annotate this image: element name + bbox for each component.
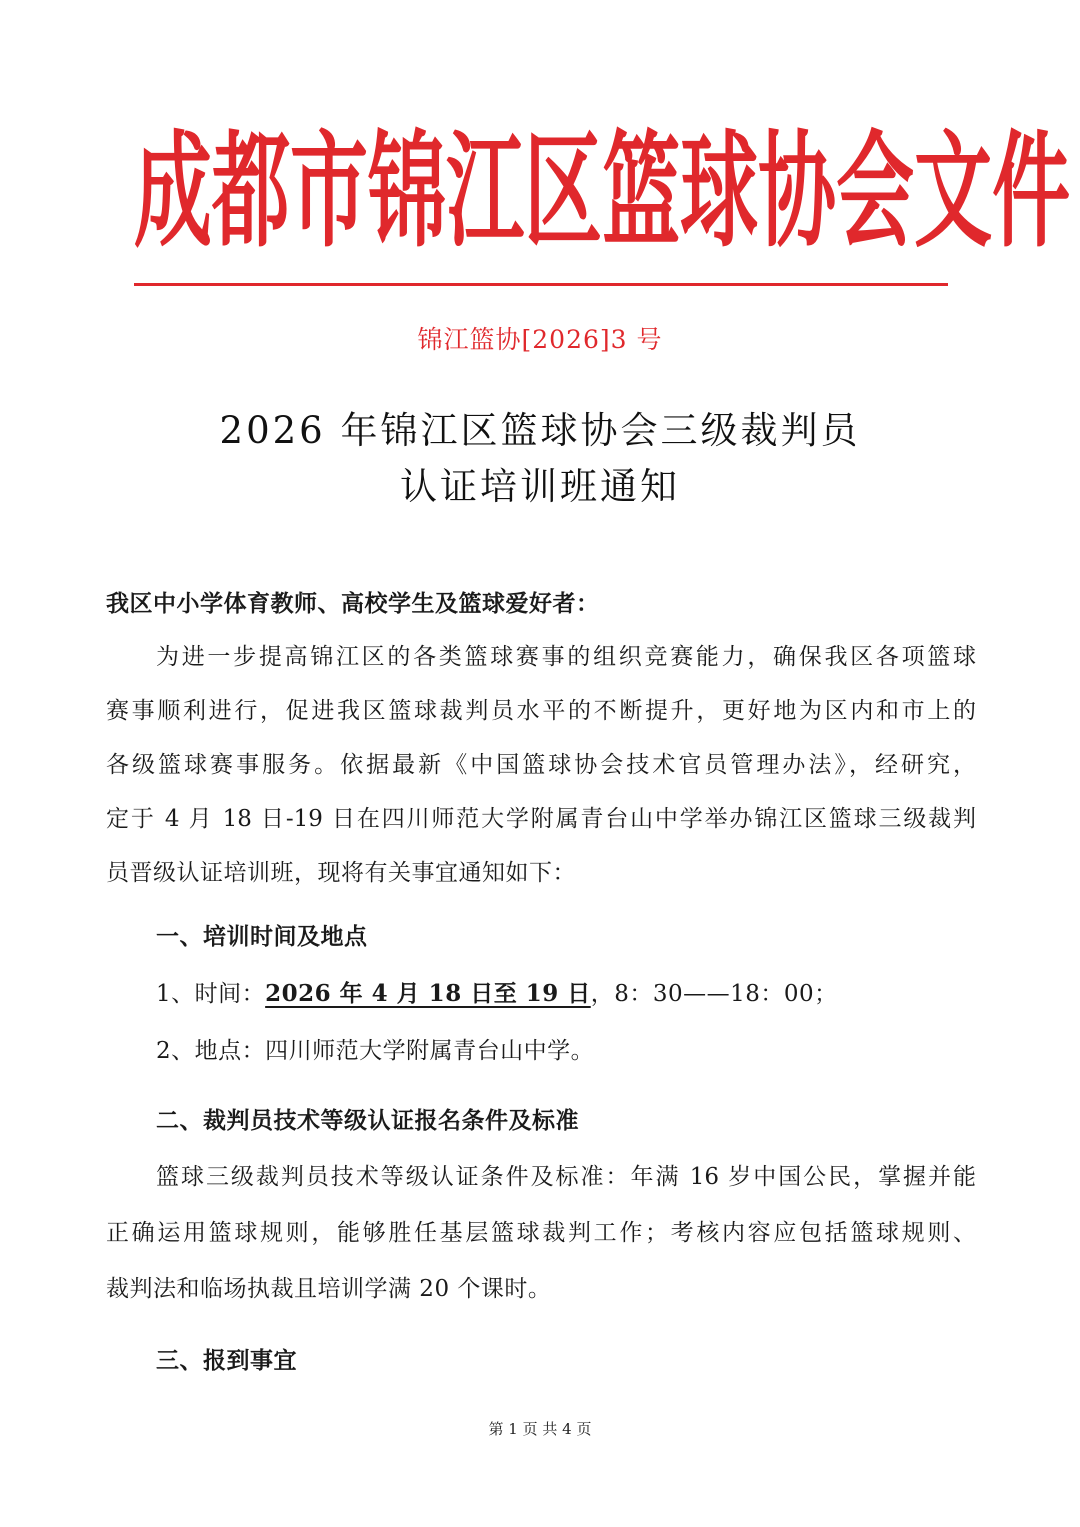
masthead-char: 会 [836,121,915,265]
criteria-line: 篮球三级裁判员技术等级认证条件及标准：年满 16 岁中国公民，掌握并能 [156,1164,976,1190]
notice-title-line-2: 认证培训班通知 [400,465,680,508]
section-heading-2: 二、裁判员技术等级认证报名条件及标准 [156,1107,579,1134]
section-heading-3: 三、报到事宜 [156,1347,297,1374]
time-label: 1、时间： [156,981,266,1007]
masthead-char: 市 [290,121,369,265]
masthead-char: 篮 [602,121,681,265]
notice-title-line-1: 2026 年锦江区篮球协会三级裁判员 [219,409,861,452]
masthead-char: 都 [212,121,291,265]
masthead-char: 球 [680,121,759,265]
training-place: 2、地点：四川师范大学附属青台山中学。 [156,1038,595,1064]
intro-line: 各级篮球赛事服务。依据最新《中国篮球协会技术官员管理办法》，经研究， [106,752,976,778]
masthead-char: 件 [992,121,1071,265]
training-time [156,975,838,1008]
page-number: 第 1 页 共 4 页 [488,1420,592,1438]
masthead-char: 协 [758,121,837,265]
masthead-title [134,118,1071,268]
masthead-char: 区 [524,121,603,265]
masthead-char: 文 [914,121,993,265]
criteria-line: 正确运用篮球规则，能够胜任基层篮球裁判工作；考核内容应包括篮球规则、 [106,1220,976,1246]
masthead-char: 锦 [368,121,447,265]
masthead-char: 成 [134,121,213,265]
intro-line: 为进一步提高锦江区的各类篮球赛事的组织竞赛能力，确保我区各项篮球 [156,644,976,670]
document-number: 锦江篮协[2026]3 号 [417,325,663,354]
salutation: 我区中小学体育教师、高校学生及篮球爱好者： [106,590,600,617]
time-hours: ，8：30——18：00； [590,981,838,1007]
intro-line: 赛事顺利进行，促进我区篮球裁判员水平的不断提升，更好地为区内和市上的 [106,698,976,724]
red-divider [134,283,948,286]
time-date: 2026 年 4 月 18 日至 19 日 [265,980,591,1007]
section-heading-1: 一、培训时间及地点 [156,923,368,950]
masthead-char: 江 [446,121,525,265]
criteria-line: 裁判法和临场执裁且培训学满 20 个课时。 [106,1276,552,1302]
intro-line: 员晋级认证培训班，现将有关事宜通知如下： [106,860,576,886]
intro-line: 定于 4 月 18 日-19 日在四川师范大学附属青台山中学举办锦江区篮球三级裁判 [106,806,976,832]
